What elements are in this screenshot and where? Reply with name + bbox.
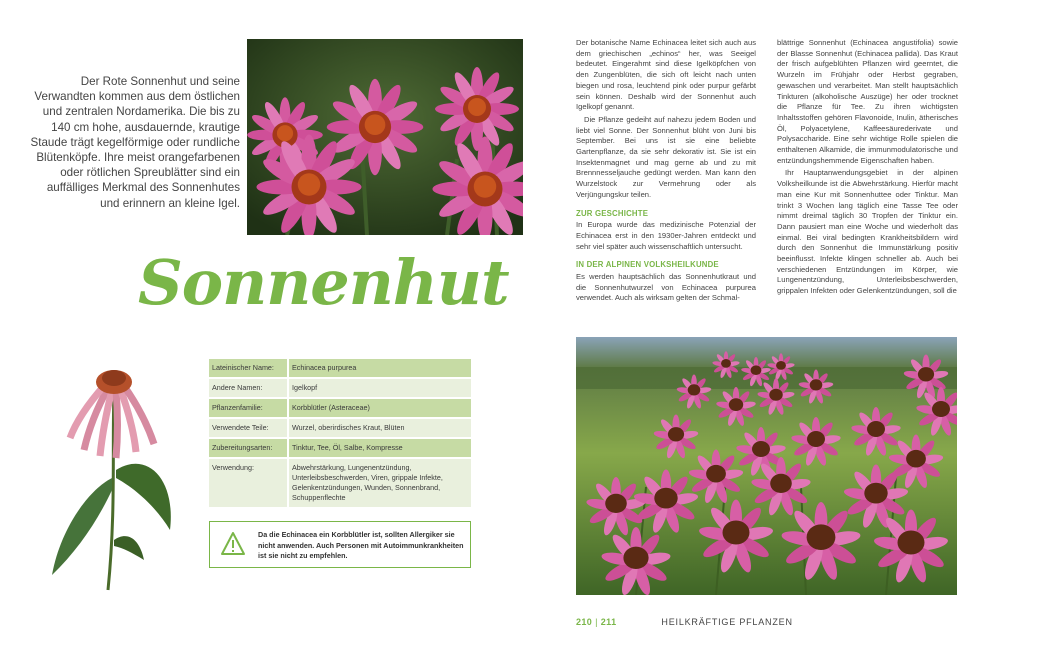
paragraph: Der botanische Name Echinacea leitet sich auch aus dem griechischen „echinos“ her, was Seeigel bedeutet. Eingerahmt sind diese Igelköpfchen von den Zungenblüten, die sich oft leicht nach unten biegen und rosa, leuchtend pink oder purpur gefärbt sein können. Deshalb wird der Sonnenhut auch Igelkopf genannt. <box>576 38 756 112</box>
fact-value: Abwehrstärkung, Lungenentzündung, Unterleibsbeschwerden, Viren, grippale Infekte, Gelenkentzündungen, Wunden, Sonnenbrand, Schuppenflechte <box>288 458 471 508</box>
page-number-left: 210 <box>576 617 593 627</box>
fact-label: Verwendung: <box>209 458 288 508</box>
section-heading: ZUR GESCHICHTE <box>576 208 649 218</box>
warning-text: Da die Echinacea ein Korbblütler ist, sollten Allergiker sie nicht anwenden. Auch Personen mit Autoimmunkrankheiten ist sie nicht zu empfehlen. <box>258 530 464 560</box>
fact-value: Korbblütler (Asteraceae) <box>288 398 471 418</box>
warning-box <box>209 521 471 568</box>
paragraph: Die Pflanze gedeiht auf nahezu jedem Boden und liebt viel Sonne. Der Sonnenhut blüht von Juni bis September. Bei uns ist sie eine beliebte Gartenpflanze, da sie sehr dekorativ ist. Sie ist ein Insektenmagnet und mag gerne ab und zu mit Brennnesseljauche gedüngt werden. Man kann den Wurzelstock zur Vermehrung oder als Verjüngungskur teilen. <box>576 114 756 199</box>
section-heading: IN DER ALPINEN VOLKSHEILKUNDE <box>576 260 719 270</box>
coneflower-field-photo <box>576 337 957 595</box>
fact-label: Lateinischer Name: <box>209 359 288 378</box>
plant-facts-table <box>209 359 471 509</box>
right-page <box>523 0 1047 648</box>
paragraph: Ihr Hauptanwendungsgebiet in der alpinen Volksheilkunde ist die Abwehrstärkung. Hierfür macht man eine Kur mit Sonnenhuttee oder Tinktur. Man trinkt 3 Wochen lang täglich eine Tasse Tee oder nimmt dreimal täglich 30 Tropfen der Tinktur ein. Dann pausiert man eine Woche und wiederholt das einmal. Bei viral bedingten Krankheitsbildern wird durch den Sonnenhut die Immunstärkung positiv beeinflusst. Infekte klingen schneller ab. Auch bei verschiedenen Entzündungen im Körper, wie Lungenentzündung, Unterleibsbeschwerden, grippalen Infekten oder Gelenkentzündungen, soll die <box>777 168 958 296</box>
table-row <box>209 398 471 418</box>
fact-value: Tinktur, Tee, Öl, Salbe, Kompresse <box>288 438 471 458</box>
fact-label: Zubereitungsarten: <box>209 438 288 458</box>
paragraph: In Europa wurde das medizinische Potenzial der Echinacea erst in den 1930er-Jahren entdeckt und sehr viel später auch wissenschaftlich untersucht. <box>576 220 756 251</box>
table-row <box>209 378 471 398</box>
table-row <box>209 438 471 458</box>
fact-value: Echinacea purpurea <box>288 359 471 378</box>
fact-value: Igelkopf <box>288 378 471 398</box>
page-footer <box>576 617 793 627</box>
coneflower-illustration <box>48 360 178 595</box>
text-column-2 <box>777 38 958 299</box>
page-number-right: 211 <box>600 617 617 627</box>
table-row <box>209 458 471 508</box>
paragraph: blättrige Sonnenhut (Echinacea angustifolia) sowie der Blasse Sonnenhut (Echinacea pallida). Das Kraut der frisch aufgeblühten Pflanzen wird geerntet, die Wurzeln im Frühjahr oder Herbst gegraben, gewaschen und verarbeitet. Man stellt hauptsächlich Tinkturen (alkoholische Auszüge) her oder trocknet die Pflanze für Tee. Zu ihren wichtigsten Inhaltsstoffen gehören Flavonoide, Inulin, ätherisches Öl, Polyacetylene, Kaffeesäurederivate und Polysaccharide. Eine sehr wichtige Rolle spielen die enthaltenen Alkamide, die immunmodulatorische und entzündungshemmende Eigenschaften haben. <box>777 38 958 165</box>
table-row <box>209 418 471 438</box>
table-row <box>209 359 471 378</box>
fact-value: Wurzel, oberirdisches Kraut, Blüten <box>288 418 471 438</box>
warning-icon <box>220 531 246 557</box>
fact-label: Andere Namen: <box>209 378 288 398</box>
paragraph: Es werden hauptsächlich das Sonnenhutkraut und die Sonnenhutwurzel von Echinacea purpurea verwendet. Auch als wirksam gelten der Schmal- <box>576 272 756 303</box>
coneflower-photo-top <box>247 39 523 235</box>
left-page <box>0 0 523 648</box>
fact-label: Pflanzenfamilie: <box>209 398 288 418</box>
section-name: HEILKRÄFTIGE PFLANZEN <box>661 617 793 627</box>
page-title: Sonnenhut <box>138 246 509 319</box>
page-number-separator: | <box>595 617 598 627</box>
intro-text: Der Rote Sonnenhut und seine Verwandten kommen aus dem östlichen und zentralen Nordamerika. Die bis zu 140 cm hohe, ausdauernde, krautige Staude trägt kegelförmige oder rundliche Blütenköpfe. Ihre meist orangefarbenen oder rötlichen Spreublätter sind ein auffälliges Merkmal des Sonnenhutes und erinnern an kleine Igel. <box>30 75 240 210</box>
text-column-1 <box>576 38 756 306</box>
fact-label: Verwendete Teile: <box>209 418 288 438</box>
